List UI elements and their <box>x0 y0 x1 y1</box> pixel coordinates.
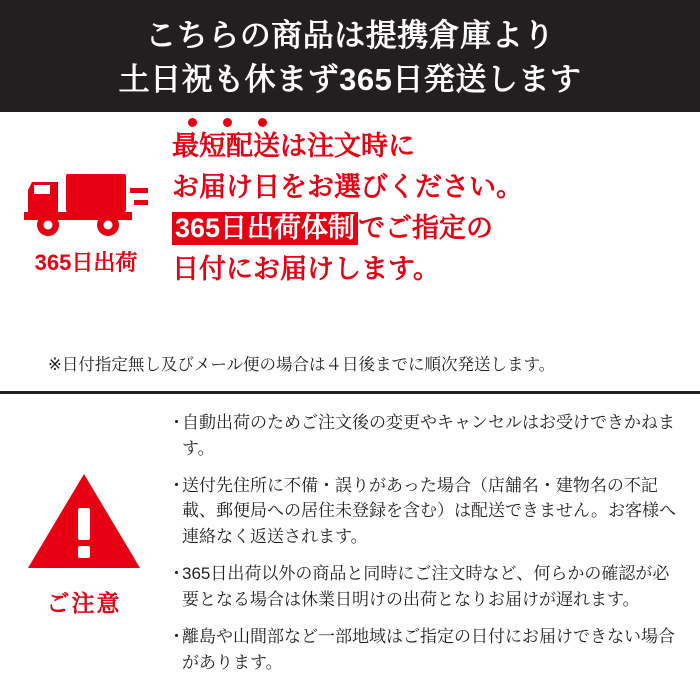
list-item-text: 送付先住所に不備・誤りがあった場合（店舗名・建物名の不記載、郵便局への居住未登録を含む）は配送できません。お客様へ連絡なく返送されます。 <box>182 475 677 547</box>
caution-list <box>168 408 700 694</box>
list-item <box>168 561 686 613</box>
caution-section <box>0 394 700 694</box>
header-line-2: 土日祝も休まず365日発送します <box>118 62 582 97</box>
list-item <box>168 473 686 550</box>
list-bullet: ・ <box>168 475 185 495</box>
message-line-3 <box>172 208 690 249</box>
shipping-message-section <box>0 112 700 394</box>
header-line-1: こちらの商品は提携倉庫より <box>145 17 555 53</box>
message-line-3-rest: でご指定の <box>358 213 494 244</box>
decorative-dots <box>188 118 267 127</box>
message-line-2: お届け日をお選びください。 <box>172 172 523 203</box>
caution-badge <box>0 408 168 694</box>
caution-label: ご注意 <box>46 590 122 616</box>
list-item-text: 自動出荷のためご注文後の変更やキャンセルはお受けできかねます。 <box>182 413 675 458</box>
header-banner <box>0 0 700 112</box>
list-item <box>168 624 686 676</box>
dot-3 <box>258 118 267 127</box>
message-highlight: 365日出荷体制 <box>172 212 358 245</box>
shipping-message <box>172 126 700 290</box>
delivery-truck-icon <box>22 168 150 240</box>
message-line-1: 最短配送は注文時に <box>172 131 415 161</box>
list-bullet: ・ <box>168 413 185 432</box>
dot-1 <box>188 118 197 127</box>
list-bullet: ・ <box>168 626 185 646</box>
dot-2 <box>223 118 232 127</box>
message-line-4: 日付にお届けします。 <box>172 254 440 285</box>
truck-badge-label: 365日出荷 <box>34 250 138 275</box>
shipping-note: ※日付指定無し及びメール便の場合は４日後までに順次発送します。 <box>48 356 556 374</box>
list-item <box>168 410 686 462</box>
list-item-text: 365日出荷以外の商品と同時にご注文時など、何らかの確認が必要となる場合は休業日明けの出荷となりお届けが遅れます。 <box>182 564 670 609</box>
list-bullet: ・ <box>168 564 185 584</box>
truck-badge <box>0 126 172 277</box>
list-item-text: 離島や山間部など一部地域はご指定の日付にお届けできない場合があります。 <box>182 626 675 672</box>
warning-triangle-icon <box>25 470 143 577</box>
